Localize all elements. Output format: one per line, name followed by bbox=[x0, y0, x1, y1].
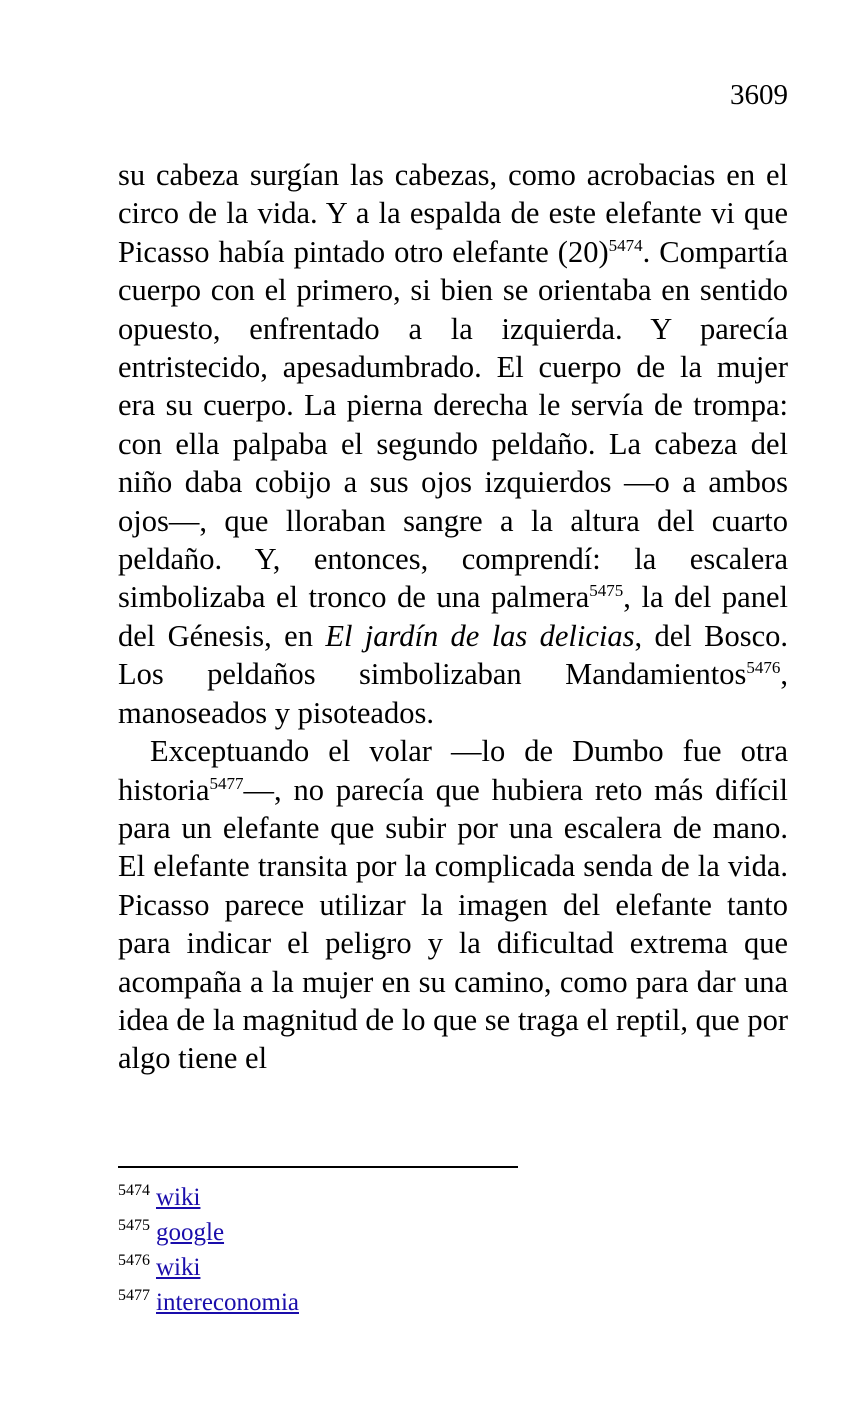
footnote-ref: 5477 bbox=[209, 773, 244, 793]
main-text bbox=[118, 156, 788, 1078]
footnote-divider bbox=[118, 1166, 518, 1168]
text-run: su cabeza surgían las cabezas, como acrobacias en el circo de la vida. Y a la espalda de este elefante vi que Picasso había pintado otro elefante (20) bbox=[118, 158, 788, 269]
text-run: —, no parecía que hubiera reto más difícil para un elefante que subir por una escalera de mano. El elefante transita por la complicada senda de la vida. Picasso parece utilizar la imagen del elefante tanto para indicar el peligro y la dificultad extrema que acompaña a la mujer en su camino, como para dar una idea de la magnitud de lo que se traga el reptil, que por algo tiene el bbox=[118, 772, 788, 1076]
text-run: . Compartía cuerpo con el primero, si bien se orientaba en sentido opuesto, enfrentado a la izquierda. Y parecía entristecido, apesadumbrado. El cuerpo de la mujer era su cuerpo. La pierna derecha le servía de trompa: con ella palpaba el segundo peldaño. La cabeza del niño daba cobijo a sus ojos izquierdos —o a ambos ojos—, que lloraban sangre a la altura del cuarto peldaño. Y, entonces, comprendí: la escalera simbolizaba el tronco de una palmera bbox=[118, 234, 789, 615]
footnote-ref: 5474 bbox=[608, 235, 643, 255]
page-number: 3609 bbox=[730, 79, 788, 111]
text-run: , la del panel del Génesis, en bbox=[118, 580, 788, 653]
footnote-ref: 5476 bbox=[746, 658, 781, 678]
paragraph bbox=[118, 156, 788, 732]
footnote-link[interactable]: wiki bbox=[156, 1254, 201, 1281]
footnote-link[interactable]: wiki bbox=[156, 1184, 201, 1211]
footnote-number: 5474 bbox=[118, 1182, 150, 1199]
footnote-link[interactable]: google bbox=[156, 1219, 225, 1246]
paragraph bbox=[118, 732, 788, 1078]
text-run: Exceptuando el volar —lo de Dumbo fue otra historia bbox=[118, 734, 788, 807]
footnote-link[interactable]: intereconomia bbox=[156, 1289, 299, 1316]
footnotes bbox=[118, 1182, 299, 1322]
footnote bbox=[118, 1217, 299, 1252]
text-run: , manoseados y pisoteados. bbox=[118, 657, 788, 730]
footnote bbox=[118, 1287, 299, 1322]
text-run: , del Bosco. Los peldaños simbolizaban Mandamientos bbox=[118, 618, 788, 692]
artwork-title: El jardín de las delicias bbox=[325, 618, 635, 653]
footnote-number: 5477 bbox=[118, 1287, 150, 1304]
footnote bbox=[118, 1182, 299, 1217]
footnote-ref: 5475 bbox=[589, 581, 624, 601]
footnote-number: 5475 bbox=[118, 1217, 150, 1234]
footnote-number: 5476 bbox=[118, 1252, 150, 1269]
footnote bbox=[118, 1252, 299, 1287]
